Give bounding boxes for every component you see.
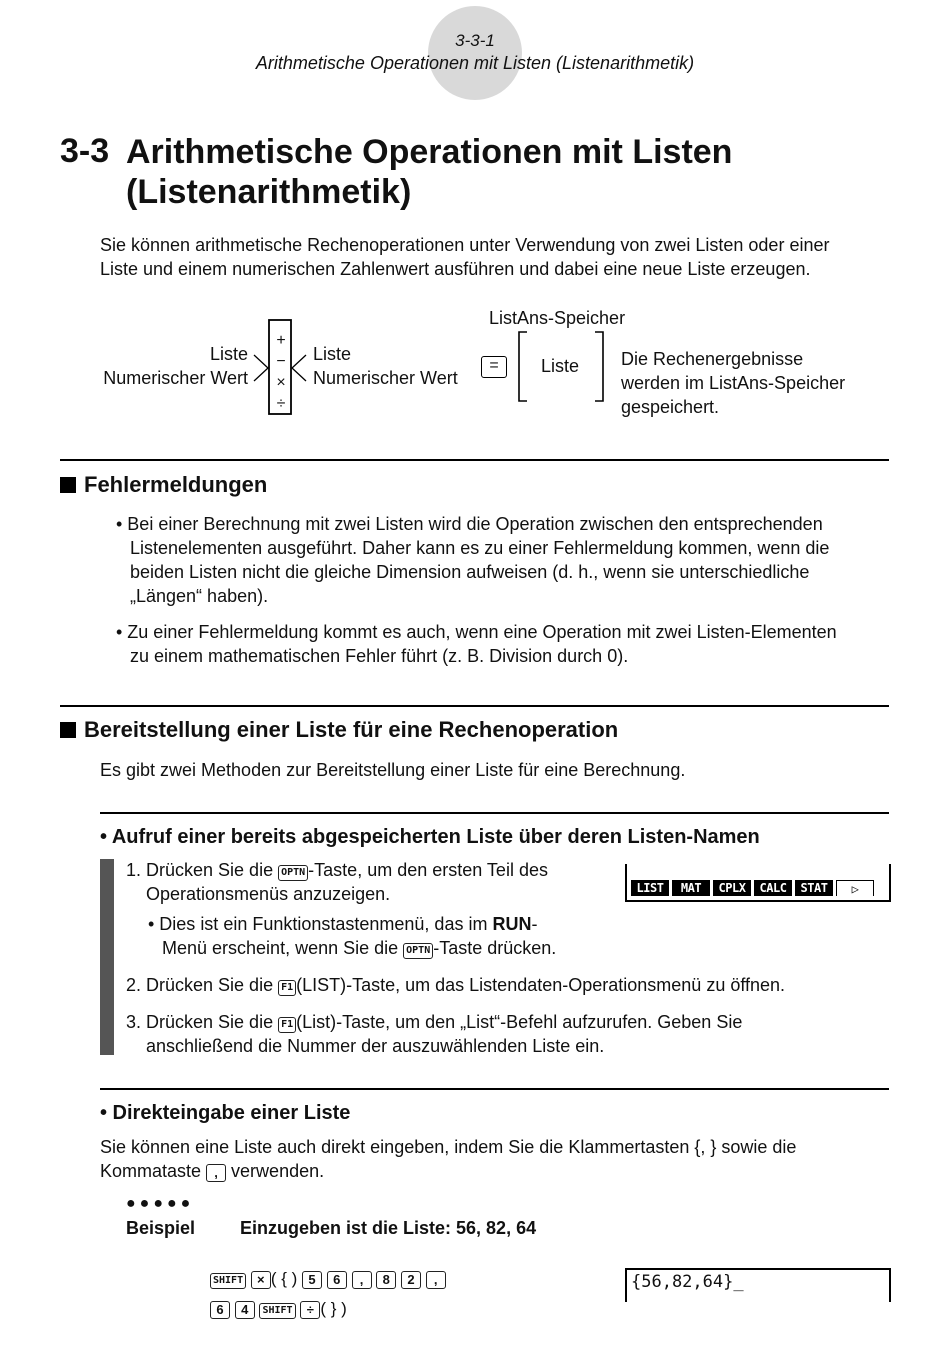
section-divider: [60, 705, 889, 707]
note-run-bold: RUN: [492, 914, 532, 934]
brace-close-label: ( } ): [320, 1299, 347, 1318]
errors-section-title: [60, 472, 267, 498]
optn-key: OPTN: [403, 943, 433, 959]
list-arithmetic-diagram: [0, 300, 950, 430]
subsection-divider: [100, 812, 889, 814]
errors-b2-line2: zu einem mathematischen Fehler führt (z. B. Division durch 0).: [130, 646, 629, 666]
shift-key: SHIFT: [210, 1273, 246, 1289]
left-chevron: [254, 355, 268, 381]
step-3: [126, 1010, 886, 1058]
comma-key: ,: [352, 1271, 372, 1289]
page-number: 3-3-1: [455, 31, 495, 50]
optn-key: OPTN: [278, 865, 308, 881]
comma-key: ,: [426, 1271, 446, 1289]
bracket-content: Liste: [541, 356, 580, 376]
key-4: 4: [235, 1301, 255, 1319]
menu-row: [631, 880, 874, 896]
errors-b1-line1: • Bei einer Berechnung mit zwei Listen wird die Operation zwischen den entsprechenden: [116, 514, 823, 534]
diagram-left-line1: Liste: [209, 344, 248, 364]
step-2: [126, 973, 886, 997]
direct-line2-pre: Kommataste: [100, 1161, 207, 1181]
step-1-text-pre: 1. Drücken Sie die: [126, 860, 279, 880]
key-5: 5: [302, 1271, 322, 1289]
chapter-title-line1: Arithmetische Operationen mit Listen: [126, 133, 733, 171]
menu-mat[interactable]: MAT: [672, 880, 710, 896]
errors-b2-line1: • Zu einer Fehlermeldung kommt es auch, wenn eine Operation mit zwei Listen-Elementen: [116, 622, 837, 642]
errors-b1-line4: „Längen“ haben).: [130, 586, 269, 606]
chapter-title-line2: (Listenarithmetik): [126, 173, 412, 211]
function-key-menu: [625, 864, 891, 902]
screen-text: {56,82,64}_: [631, 1272, 744, 1292]
subsection-divider: [100, 1088, 889, 1090]
key-sequence-line1: [210, 1264, 446, 1294]
direct-line2-post: verwenden.: [226, 1161, 325, 1181]
menu-calc[interactable]: CALC: [754, 880, 792, 896]
provide-intro: Es gibt zwei Methoden zur Bereitstellung einer Liste für eine Berechnung.: [100, 760, 686, 780]
example-label: Beispiel: [126, 1218, 196, 1238]
diagram-right-labels: [313, 342, 458, 390]
key-2: 2: [401, 1271, 421, 1289]
key-8: 8: [376, 1271, 396, 1289]
provide-title-text: Bereitstellung einer Liste für eine Rechenoperation: [84, 717, 619, 742]
diagram-left-labels: [40, 342, 248, 390]
errors-title-text: Fehlermeldungen: [84, 472, 268, 497]
note-line2-post: -Taste drücken.: [433, 938, 557, 958]
divide-key: ÷: [300, 1301, 320, 1319]
times-key: ×: [251, 1271, 271, 1289]
operator-list: [270, 330, 292, 414]
diagram-note-line1: Die Rechenergebnisse: [621, 349, 804, 369]
step-3-text-pre: 3. Drücken Sie die: [126, 1012, 279, 1032]
key-sequence: [210, 1264, 446, 1324]
step-1: [126, 858, 606, 906]
diagram-left-line2: Numerischer Wert: [103, 368, 248, 388]
comma-key: ,: [206, 1164, 226, 1182]
shift-key: SHIFT: [259, 1303, 295, 1319]
running-title: Arithmetische Operationen mit Listen (Listenarithmetik): [255, 53, 695, 73]
direct-title: • Direkteingabe einer Liste: [100, 1102, 351, 1124]
diagram-note-line3: gespeichert.: [621, 397, 720, 417]
chapter-number: 3-3: [60, 132, 110, 170]
step-3-text-post: (List)-Taste, um den „List“-Befehl aufzurufen. Geben Sie: [296, 1012, 743, 1032]
errors-b1-line3: beiden Listen nicht die gleiche Dimension aufweisen (d. h., wenn sie unterschiedliche: [130, 562, 810, 582]
f1-key: F1: [278, 980, 296, 996]
times-operator: ×: [276, 374, 286, 391]
key-sequence-line2: [210, 1294, 446, 1324]
square-bullet-icon: [60, 477, 76, 493]
intro-paragraph: [100, 233, 900, 281]
equals-key: =: [481, 356, 507, 378]
right-chevron: [292, 355, 306, 381]
section-divider: [60, 459, 889, 461]
direct-line1: Sie können eine Liste auch direkt eingeben, indem Sie die Klammertasten {, } sowie die: [100, 1137, 797, 1157]
key-6: 6: [327, 1271, 347, 1289]
diagram-right-line2: Numerischer Wert: [313, 368, 458, 388]
key-6: 6: [210, 1301, 230, 1319]
intro-line2: Liste und einem numerischen Zahlenwert ausführen und dabei eine neue Liste erzeugen.: [100, 259, 811, 279]
diagram-right-line1: Liste: [313, 344, 352, 364]
menu-cplx[interactable]: CPLX: [713, 880, 751, 896]
note-line2-pre: Menü erscheint, wenn Sie die: [162, 938, 404, 958]
step-bar: [100, 859, 114, 1055]
recall-title: • Aufruf einer bereits abgespeicherten Liste über deren Listen-Namen: [100, 826, 760, 848]
menu-list[interactable]: LIST: [631, 880, 669, 896]
step-1-line2: Operationsmenüs anzuzeigen.: [146, 884, 391, 904]
plus-operator: +: [276, 332, 286, 349]
right-bracket: [595, 332, 603, 401]
memory-label: ListAns-Speicher: [489, 308, 626, 328]
example-task: Einzugeben ist die Liste: 56, 82, 64: [240, 1218, 537, 1238]
intro-line1: Sie können arithmetische Rechenoperationen unter Verwendung von zwei Listen oder einer: [100, 235, 830, 255]
errors-bullet-2: [116, 620, 896, 668]
chapter-title: [126, 132, 886, 212]
step-1-text-post: -Taste, um den ersten Teil des: [308, 860, 548, 880]
menu-stat[interactable]: STAT: [795, 880, 833, 896]
direct-paragraph: [100, 1135, 890, 1183]
step-2-text-post: (LIST)-Taste, um das Listendaten-Operationsmenü zu öffnen.: [296, 975, 786, 995]
diagram-note: [621, 347, 845, 419]
square-bullet-icon: [60, 722, 76, 738]
minus-operator: −: [276, 353, 286, 370]
provide-section-title: [60, 717, 618, 743]
f1-key: F1: [278, 1017, 296, 1033]
step-3-line2: anschließend die Nummer der auszuwählenden Liste ein.: [146, 1036, 605, 1056]
calculator-screen: [625, 1268, 891, 1302]
step-1-note: [148, 912, 618, 960]
errors-bullet-1: [116, 512, 896, 608]
diagram-note-line2: werden im ListAns-Speicher: [621, 373, 846, 393]
note-text-post: -: [531, 914, 538, 934]
divide-operator: ÷: [276, 395, 286, 412]
step-2-text-pre: 2. Drücken Sie die: [126, 975, 279, 995]
note-text-pre: • Dies ist ein Funktionstastenmenü, das im: [148, 914, 493, 934]
left-bracket: [519, 332, 527, 401]
brace-open-label: ( { ): [270, 1269, 298, 1288]
menu-next-arrow-icon[interactable]: ▷: [836, 880, 874, 896]
example-dots: ●●●●●: [126, 1195, 195, 1212]
errors-b1-line2: Listenelementen ausgeführt. Daher kann es zu einer Fehlermeldung kommen, wenn die: [130, 538, 830, 558]
